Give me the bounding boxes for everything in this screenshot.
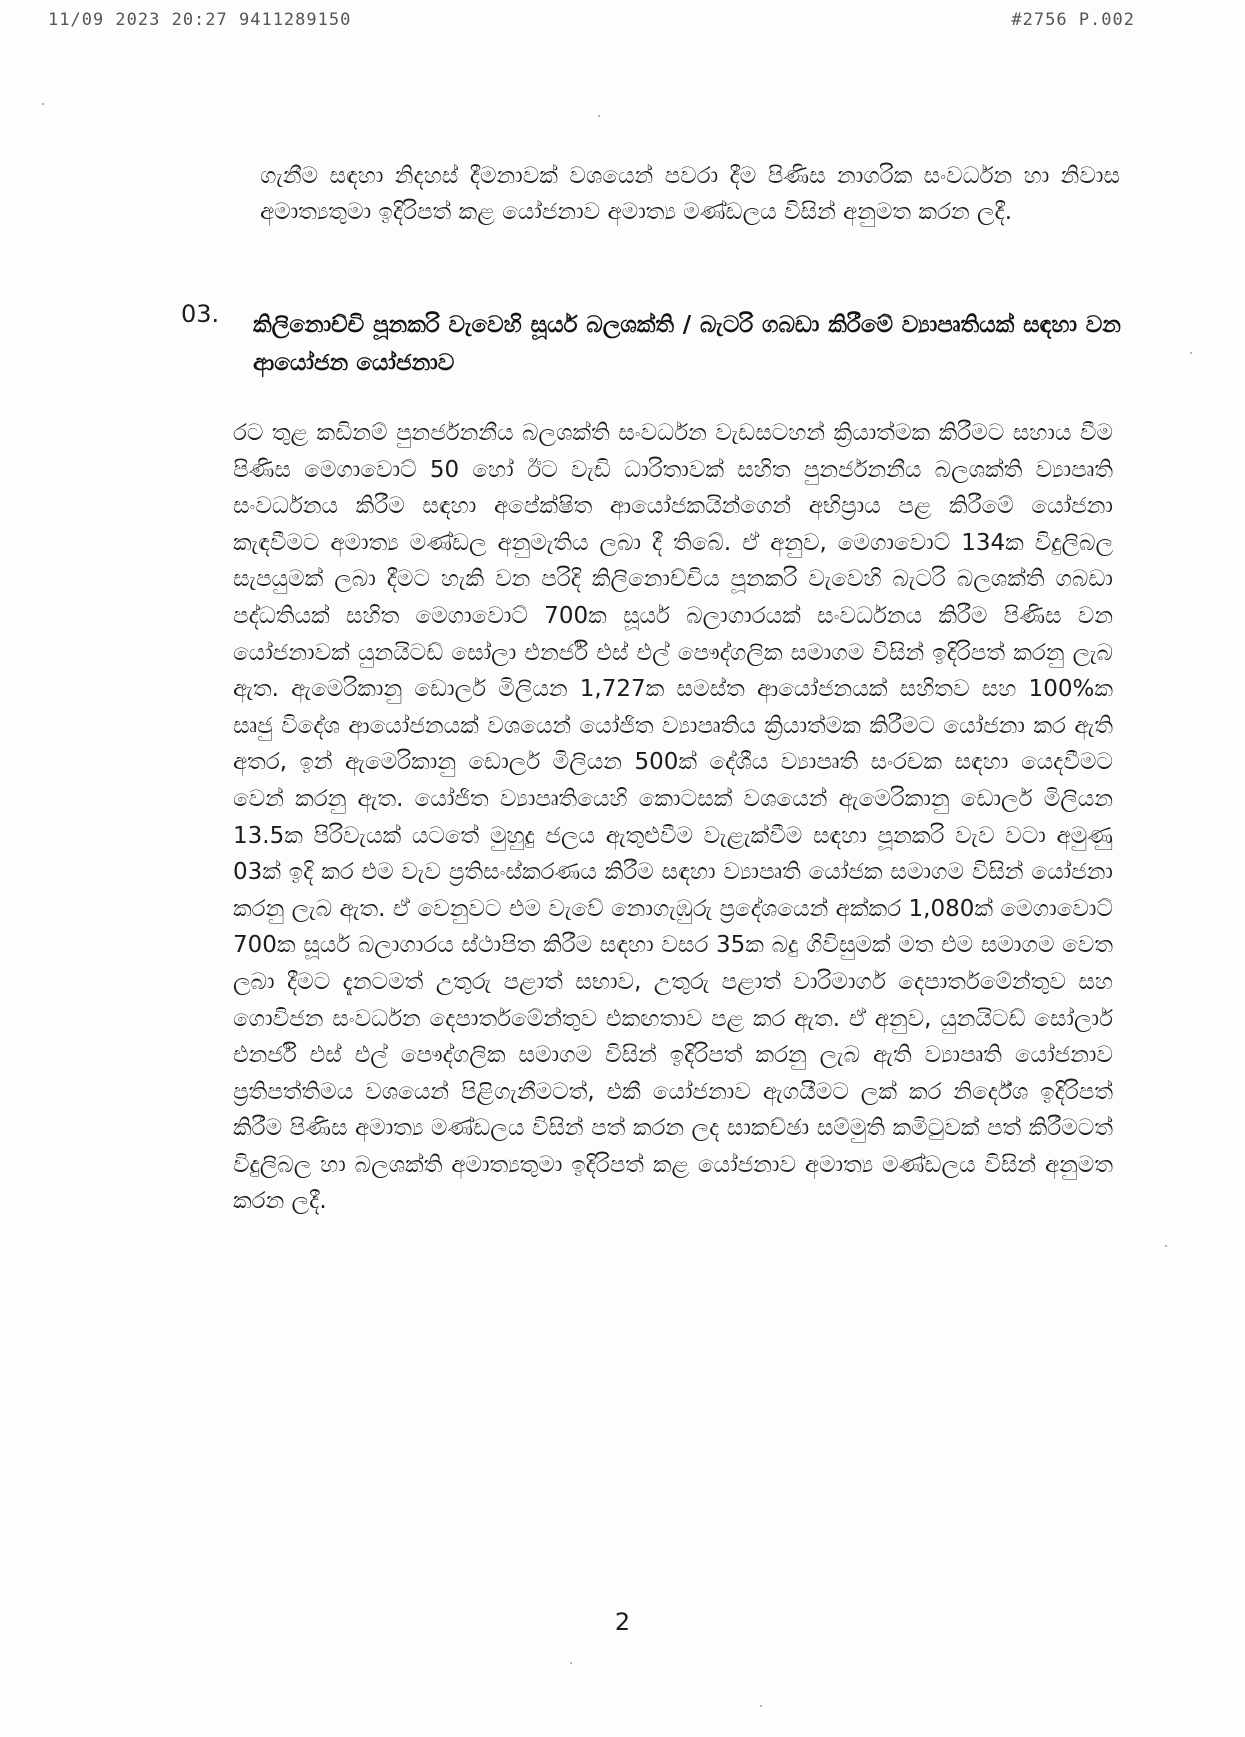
scan-speck [760, 1705, 762, 1707]
fax-header-page-id: #2756 P.002 [1011, 10, 1135, 30]
fax-header [48, 10, 1135, 34]
scan-speck [570, 1662, 572, 1664]
continued-paragraph: ගැනීම සඳහා නිදහස් දීමනාවක් වශයෙන් පවරා දීම පිණිස නාගරික සංවර්ධන හා නිවාස අමාත්‍යතුමා ඉදිරිපත් කළ යෝජනාව අමාත්‍ය මණ්ඩලය විසින් අනුමත කරන ලදී. [260, 163, 1120, 226]
fax-header-timestamp: 11/09 2023 20:27 9411289150 [48, 10, 352, 30]
scan-speck [1190, 352, 1192, 354]
section-number: 03. [181, 300, 220, 328]
scan-speck [598, 115, 600, 117]
section-heading: කිලිනොච්චි පූනකරි වැවෙහි සූර්ය බලශක්ති / බැටරි ගබඩා කිරීමේ ව්‍යාපෘතියක් සඳහා වන ආයෝජන යෝජනාව [253, 312, 1121, 376]
page-number: 2 [614, 1608, 631, 1636]
scan-speck [42, 103, 44, 105]
scan-speck [1165, 1245, 1167, 1247]
section-body: රට තුළ කඩිනම් පුනර්ජනනීය බලශක්ති සංවර්ධන වැඩසටහන් ක්‍රියාත්මක කිරීමට සහාය වීම පිණිස මෙගාවොට් 50 හෝ ඊට වැඩි ධාරිතාවක් සහිත පුනර්ජනනීය බලශක්ති ව්‍යාපෘති සංවර්ධනය කිරීම සඳහා අපේක්ෂිත ආයෝජකයින්ගෙන් අභිප්‍රාය පළ කිරීමේ යෝජනා කැඳවීමට අමාත්‍ය මණ්ඩල අනුමැතිය ලබා දී තිබේ. ඒ අනුව, මෙගාවොට් 134ක විදුලිබල සැපයුමක් ලබා දීමට හැකි වන පරිදි කිලිනොච්චිය පූනකරි වැවෙහි බැටරි බලශක්ති ගබඩා පද්ධතියක් සහිත මෙගාවොට් 700ක සූර්ය බලාගාරයක් සංවර්ධනය කිරීම පිණිස වන යෝජනාවක් යුනයිටඩ් සෝලා එනර්ජි එස් එල් පෞද්ගලික සමාගම විසින් ඉදිරිපත් කරනු ලැබ ඇත. ඇමෙරිකානු ඩොලර් මිලියන 1,727ක සමස්ත ආයෝජනයක් සහිතව සහ 100%ක සෘජු විදේශ ආයෝජනයක් වශයෙන් යෝජිත ව්‍යාපෘතිය ක්‍රියාත්මක කිරීමට යෝජනා කර ඇති අතර, ඉන් ඇමෙරිකානු ඩොලර් මිලියන 500ක් දේශීය ව්‍යාපෘති සංරචක සඳහා යෙදවීමට වෙන් කරනු ඇත. යෝජිත ව්‍යාපෘතියෙහි කොටසක් වශයෙන් ඇමෙරිකානු ඩොලර් මිලියන 13.5ක පිරිවැයක් යටතේ මුහුදු ජලය ඇතුළුවීම වැළැක්වීම සඳහා පූනකරි වැව වටා අමුණු 03ක් ඉදි කර එම වැව ප්‍රතිසංස්කරණය කිරීම සඳහා ව්‍යාපෘති යෝජක සමාගම විසින් යෝජනා කරනු ලැබ ඇත. ඒ වෙනුවට එම වැවේ නොගැඹුරු ප්‍රදේශයෙන් අක්කර 1,080ක් මෙගාවොට් 700ක සූර්ය බලාගාරය ස්ථාපිත කිරීම සඳහා වසර 35ක බදු ගිවිසුමක් මත එම සමාගම වෙත ලබා දීමට දැනටමත් උතුරු පළාත් සභාව, උතුරු පළාත් වාරිමාර්ග දෙපාර්තමේන්තුව සහ ගොවිජන සංවර්ධන දෙපාර්තමේන්තුව එකඟතාව පළ කර ඇත. ඒ අනුව, යුනයිටඩ් සෝලාර් එනර්ජි එස් එල් පෞද්ගලික සමාගම විසින් ඉදිරිපත් කරනු ලැබ ඇති ව්‍යාපෘති යෝජනාව ප්‍රතිපත්තිමය වශයෙන් පිළිගැනීමටත්, එකී යෝජනාව ඇගයීමට ලක් කර නිර්දේශ ඉදිරිපත් කිරීම පිණිස අමාත්‍ය මණ්ඩලය විසින් පත් කරන ලද සාකච්ඡා සම්මුති කමිටුවක් පත් කිරීමටත් විදුලිබල හා බලශක්ති අමාත්‍යතුමා ඉදිරිපත් කළ යෝජනාව අමාත්‍ය මණ්ඩලය විසින් අනුමත කරන ලදී. [233, 420, 1113, 1215]
